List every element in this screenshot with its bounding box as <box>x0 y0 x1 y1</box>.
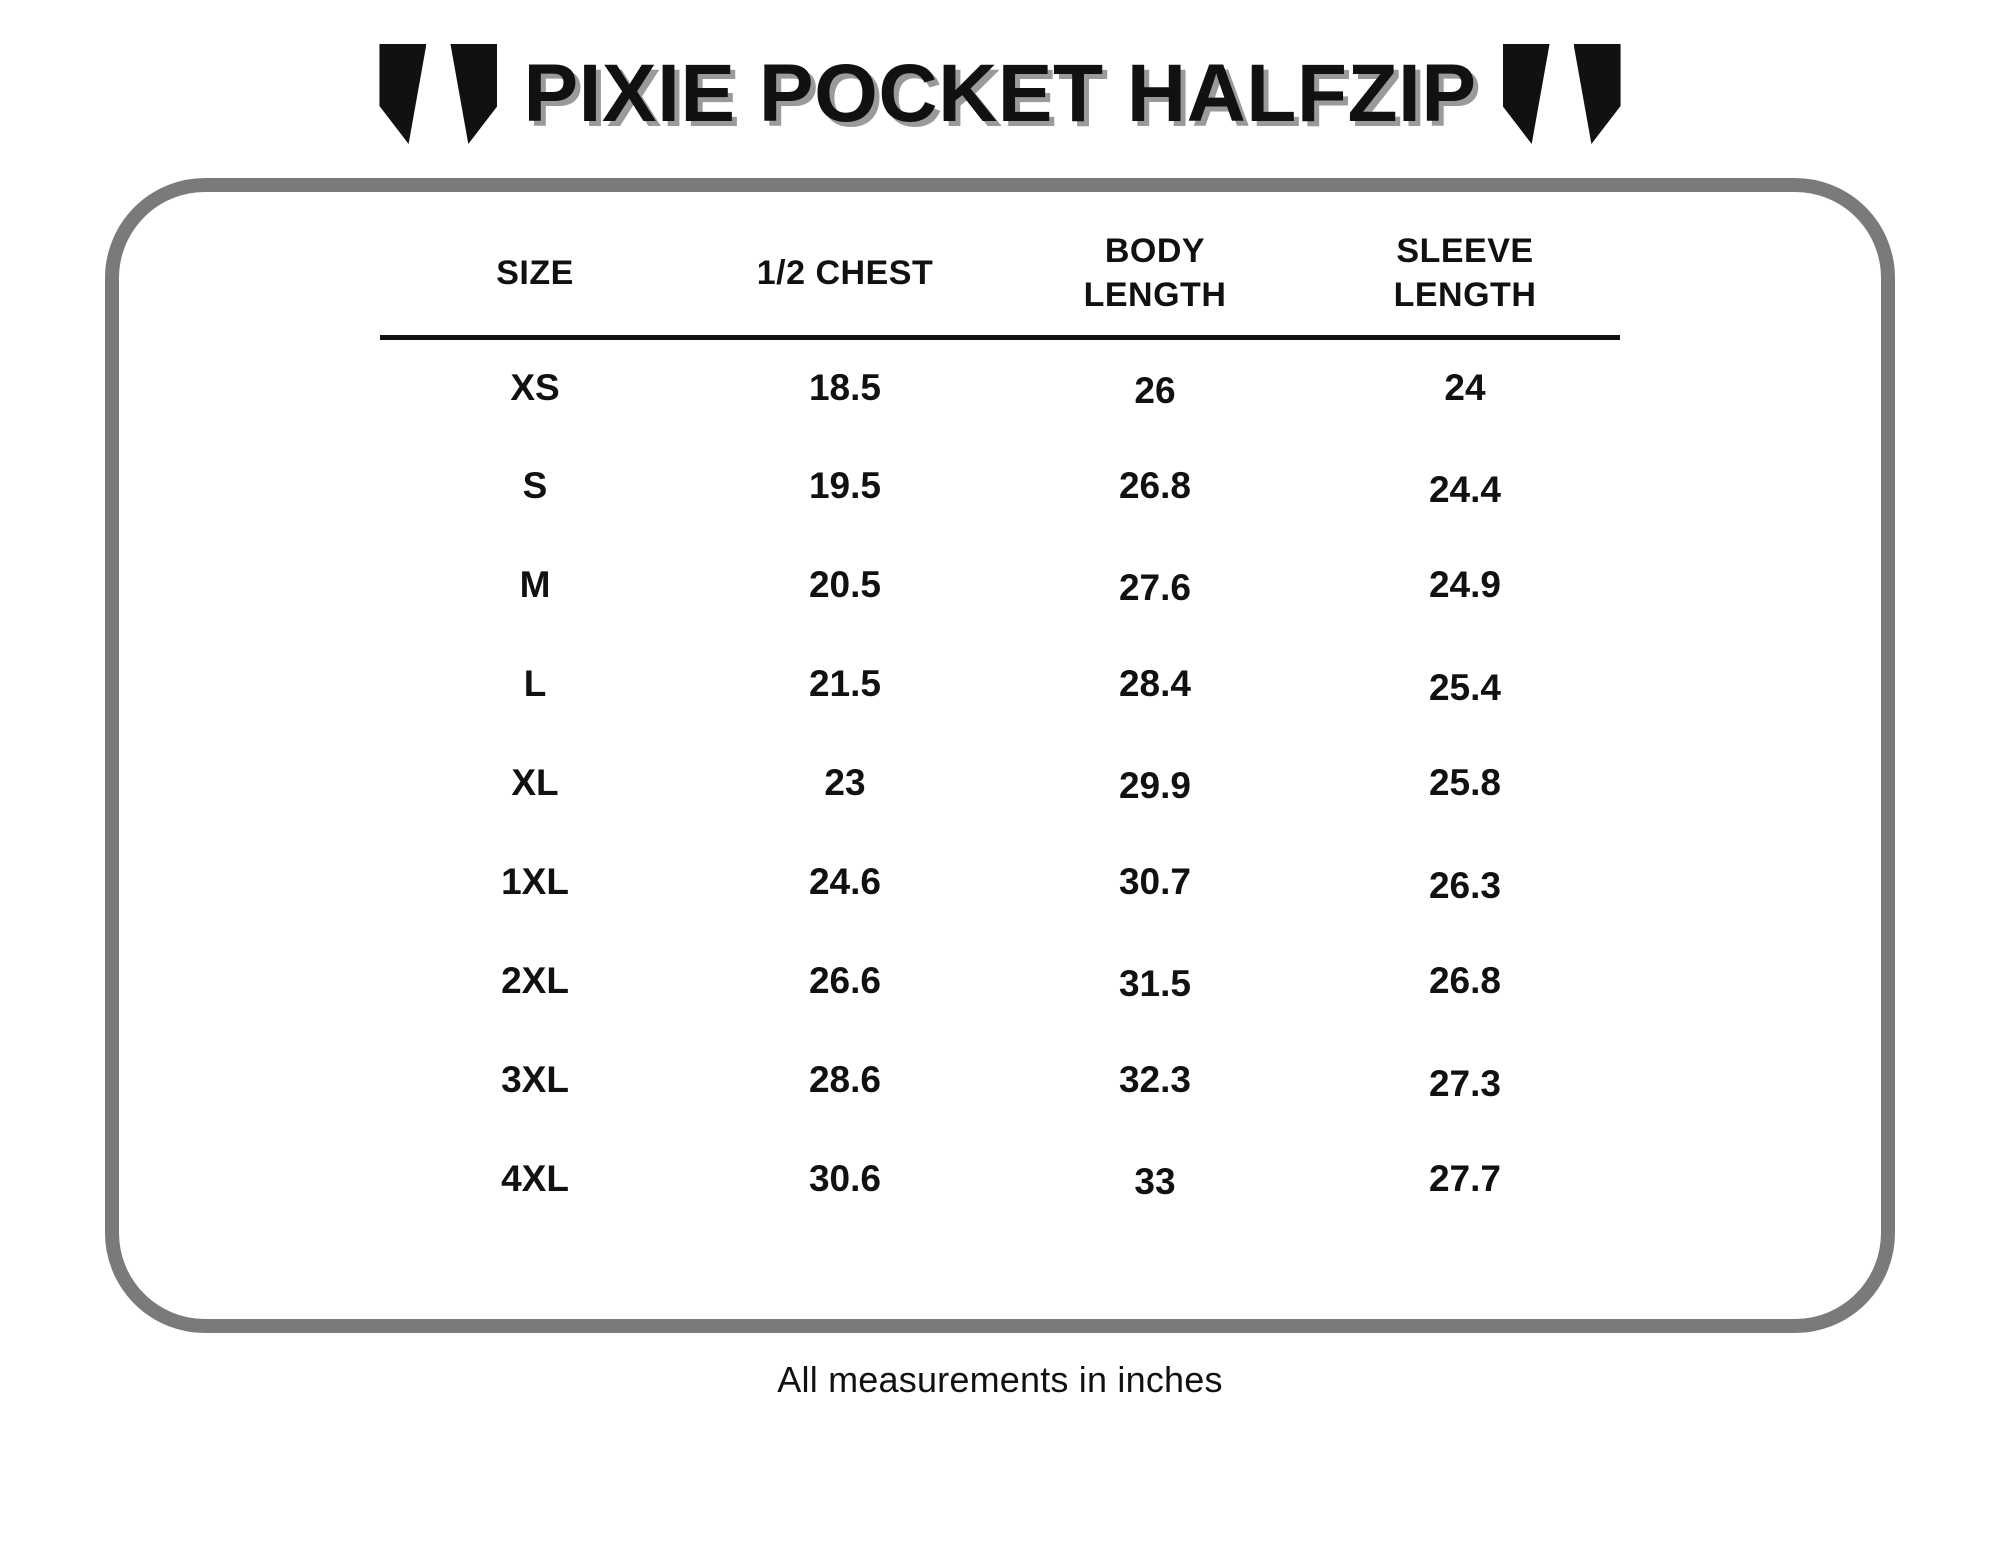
cell-size: XS <box>510 367 560 409</box>
cell-body-length: 32.3 <box>1118 1059 1191 1101</box>
cell-sleeve-length: 24.4 <box>1428 469 1501 511</box>
table-row <box>380 734 1620 833</box>
cell-body-length: 26.8 <box>1118 465 1191 507</box>
cell-sleeve-length: 25.4 <box>1428 667 1501 709</box>
column-header-sleeve-length <box>1310 220 1620 338</box>
size-chart-body <box>380 338 1620 1229</box>
size-chart-table-wrap <box>380 220 1620 1229</box>
cell-size: 4XL <box>501 1158 569 1200</box>
cell-size: 3XL <box>501 1059 569 1101</box>
cell-sleeve-length: 27.3 <box>1428 1063 1501 1105</box>
table-row <box>380 1130 1620 1229</box>
column-header-sleeve-length-line2: LENGTH <box>1393 275 1537 314</box>
cell-sleeve-length: 26.8 <box>1428 960 1501 1002</box>
brand-v-mark-icon-left <box>379 44 497 144</box>
cell-size: L <box>523 663 547 705</box>
cell-body-length: 29.9 <box>1118 765 1191 807</box>
table-header-row <box>380 220 1620 338</box>
table-row <box>380 932 1620 1031</box>
cell-half-chest: 19.5 <box>808 465 881 507</box>
cell-size: S <box>522 465 548 507</box>
table-row <box>380 1031 1620 1130</box>
column-header-body-length <box>1000 220 1310 338</box>
cell-sleeve-length: 24.9 <box>1428 564 1501 606</box>
cell-half-chest: 24.6 <box>808 861 881 903</box>
column-header-sleeve-length-line1: SLEEVE <box>1396 232 1534 270</box>
cell-half-chest: 30.6 <box>808 1158 881 1200</box>
cell-size: XL <box>511 762 559 804</box>
table-row <box>380 536 1620 635</box>
cell-sleeve-length: 27.7 <box>1428 1158 1501 1200</box>
cell-body-length: 26 <box>1134 370 1176 412</box>
column-header-body-length-line2: LENGTH <box>1083 275 1227 314</box>
table-row <box>380 833 1620 932</box>
cell-sleeve-length: 26.3 <box>1428 865 1501 907</box>
cell-half-chest: 26.6 <box>808 960 881 1002</box>
cell-body-length: 33 <box>1134 1161 1176 1203</box>
brand-v-mark-icon-right <box>1503 44 1621 144</box>
cell-half-chest: 23 <box>824 762 866 804</box>
measurements-footnote: All measurements in inches <box>777 1359 1223 1400</box>
cell-body-length: 28.4 <box>1118 663 1191 705</box>
table-row <box>380 635 1620 734</box>
table-row <box>380 338 1620 437</box>
cell-body-length: 27.6 <box>1118 567 1191 609</box>
cell-body-length: 30.7 <box>1118 861 1191 903</box>
size-chart-table <box>380 220 1620 1229</box>
column-header-body-length-line1: BODY <box>1104 232 1206 270</box>
cell-size: 1XL <box>501 861 569 903</box>
cell-sleeve-length: 25.8 <box>1428 762 1501 804</box>
cell-sleeve-length: 24 <box>1444 367 1486 409</box>
table-row <box>380 437 1620 536</box>
cell-size: M <box>519 564 551 606</box>
cell-size: 2XL <box>501 960 569 1002</box>
column-header-half-chest: 1/2 CHEST <box>756 253 934 292</box>
cell-body-length: 31.5 <box>1118 963 1191 1005</box>
cell-half-chest: 28.6 <box>808 1059 881 1101</box>
cell-half-chest: 18.5 <box>808 367 881 409</box>
size-chart-card <box>105 178 1895 1333</box>
title-row <box>379 34 1620 154</box>
cell-half-chest: 21.5 <box>808 663 881 705</box>
cell-half-chest: 20.5 <box>808 564 881 606</box>
page-title: PIXIE POCKET HALFZIP <box>523 48 1477 139</box>
column-header-size: SIZE <box>496 253 574 292</box>
